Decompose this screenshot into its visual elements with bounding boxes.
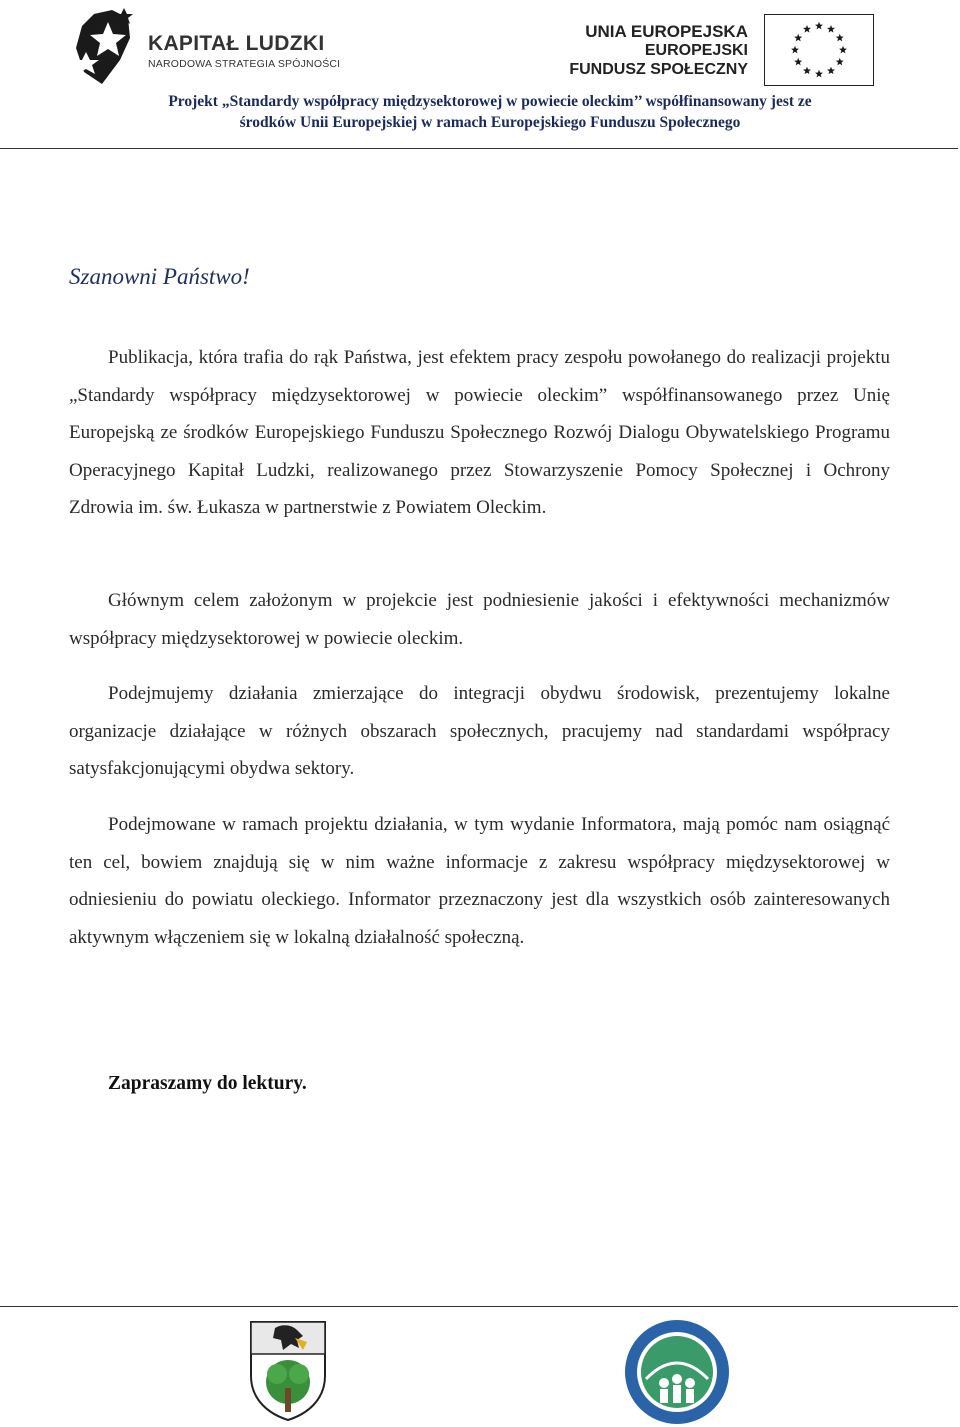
eu-line3: FUNDUSZ SPOŁECZNY: [569, 61, 748, 78]
eu-line2: EUROPEJSKI: [644, 42, 748, 59]
paragraph-informator: Podejmowane w ramach projektu działania, w tym wydanie Informatora, mają pomóc nam osiągnąć ten cel, bowiem znajdują się w nim ważne informacje z zakresu współpracy międzysektorowej w odniesieniu do powiatu oleckiego. Informator przeznaczony jest dla wszystkich osób zainteresowanych aktywnym włączeniem się w lokalną działalność społeczną.: [69, 814, 890, 948]
eu-star: [815, 70, 823, 78]
eu-star: [839, 46, 847, 54]
greeting-heading: Szanowni Państwo!: [69, 264, 250, 289]
eu-flag: [764, 14, 874, 86]
project-header: [60, 91, 920, 133]
footer-divider: [0, 1306, 958, 1307]
eu-star: [836, 58, 844, 66]
kapital-ludzki-star-icon: [72, 8, 142, 88]
paragraph-actions: Podejmujemy działania zmierzające do integracji obydwu środowisk, prezentujemy lokalne organizacje działające w różnych obszarach społecznych, pracujemy nad standardami współpracy satysfakcjonującymi obydwa sektory.: [69, 683, 890, 780]
project-line-2: środków Unii Europejskiej w ramach Europejskiego Funduszu Społecznego: [239, 114, 741, 131]
paragraph-intro: Publikacja, która trafia do rąk Państwa, jest efektem pracy zespołu powołanego do realizacji projektu „Standardy współpracy międzysektorowej w powiecie oleckim” współfinansowanego przez Unię Europejską ze środków Europejskiego Funduszu Społecznego Rozwój Dialogu Obywatelskiego Programu Operacyjnego Kapitał Ludzki, realizowanego przez Stowarzyszenie Pomocy Społecznej i Ochrony Zdrowia im. św. Łukasza w partnerstwie z Powiatem Oleckim.: [69, 347, 890, 519]
eu-star: [836, 34, 844, 42]
association-seal-icon: [622, 1317, 732, 1427]
county-coat-of-arms-icon: [247, 1318, 329, 1422]
eu-logo-text: [569, 22, 748, 79]
eu-star: [815, 22, 823, 30]
header-divider: [0, 148, 958, 149]
closing-invitation: Zapraszamy do lektury.: [108, 1073, 307, 1094]
eu-star: [794, 34, 802, 42]
kapital-ludzki-subtitle: NARODOWA STRATEGIA SPÓJNOŚCI: [148, 58, 341, 70]
kapital-ludzki-logo: [72, 8, 342, 88]
project-line-1: Projekt „Standardy współpracy międzysektorowej w powiecie oleckim’’ współfinansowany jest ze: [168, 93, 812, 110]
eu-star: [803, 25, 811, 33]
eu-line1: UNIA EUROPEJSKA: [585, 22, 748, 41]
eu-stars-icon: [765, 15, 873, 85]
eu-star: [827, 25, 835, 33]
eu-logo: [569, 14, 878, 86]
kapital-ludzki-name: KAPITAŁ LUDZKI: [148, 32, 325, 55]
eu-star: [803, 67, 811, 75]
paragraph-goal: Głównym celem założonym w projekcie jest podniesienie jakości i efektywności mechanizmów współpracy międzysektorowej w powiecie oleckim.: [69, 590, 890, 649]
eu-star: [827, 67, 835, 75]
eu-star: [791, 46, 799, 54]
eu-star: [794, 58, 802, 66]
